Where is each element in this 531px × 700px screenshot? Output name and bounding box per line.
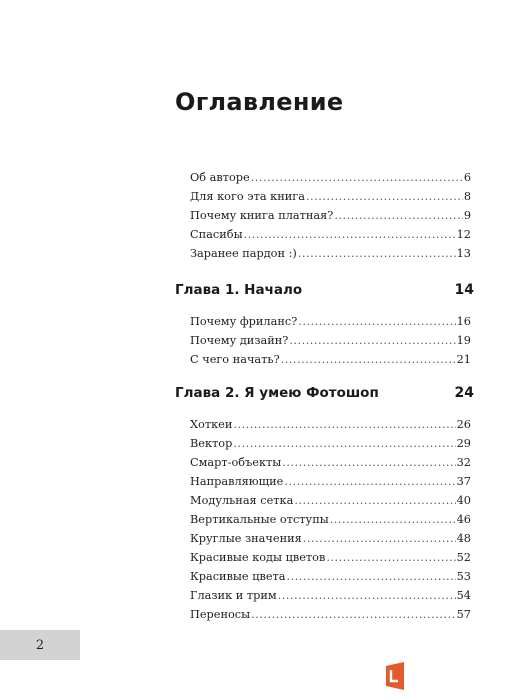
dot-leader [326,550,455,566]
dot-leader [278,588,456,604]
toc-entry-label: Хоткеи [190,418,233,431]
toc-entry[interactable] [190,417,471,433]
toc-entry-page: 9 [463,209,471,222]
toc-entry[interactable] [190,474,471,490]
toc-entry-page: 53 [456,570,471,583]
dot-leader [233,417,455,433]
toc-entry[interactable] [190,455,471,471]
toc-entry-page: 46 [456,513,471,526]
toc-entry[interactable] [190,208,471,224]
toc-entry[interactable] [190,189,471,205]
litres-logo-icon [383,662,407,690]
toc-entry[interactable] [190,352,471,368]
dot-leader [306,189,463,205]
toc-entry-page: 40 [456,494,471,507]
toc-entry-page: 19 [456,334,471,347]
toc-entry-page: 57 [456,608,471,621]
chapter-page: 24 [454,385,474,401]
toc-entry[interactable] [190,531,471,547]
toc-entry-page: 12 [456,228,471,241]
toc-entry-page: 8 [463,190,471,203]
toc-entry-page: 54 [456,589,471,602]
toc-entry-page: 26 [456,418,471,431]
page-title: Оглавление [175,88,344,116]
toc-entry-page: 29 [456,437,471,450]
chapter-title: Глава 2. Я умею Фотошоп [175,385,379,401]
chapter-page: 14 [454,282,474,298]
toc-entry-page: 16 [456,315,471,328]
toc-entry[interactable] [190,493,471,509]
toc-entry[interactable] [190,607,471,623]
toc-entry-page: 32 [456,456,471,469]
toc-entry-label: Переносы [190,608,251,621]
toc-entry-page: 21 [456,353,471,366]
toc-entry-label: Глазик и трим [190,589,277,602]
toc-entry-page: 13 [456,247,471,260]
toc-entry-page: 48 [456,532,471,545]
toc-entry-label: Вектор [190,437,233,450]
toc-entry-page: 37 [456,475,471,488]
toc-entry-label: Почему книга платная? [190,209,334,222]
dot-leader [282,455,455,471]
dot-leader [303,531,456,547]
toc-entry-label: Спасибы [190,228,243,241]
toc-entry[interactable] [190,314,471,330]
dot-leader [244,227,456,243]
toc-entry-label: Об авторе [190,171,250,184]
toc-entry-label: Направляющие [190,475,284,488]
toc-entry-page: 6 [463,171,471,184]
dot-leader [233,436,455,452]
toc-entry[interactable] [190,436,471,452]
toc-entry[interactable] [190,170,471,186]
dot-leader [287,569,456,585]
dot-leader [251,170,463,186]
dot-leader [284,474,455,490]
page-number: 2 [35,637,45,653]
toc-entry-label: С чего начать? [190,353,280,366]
chapter-heading[interactable] [175,282,474,302]
dot-leader [334,208,462,224]
dot-leader [298,314,455,330]
dot-leader [251,607,456,623]
dot-leader [298,246,456,262]
toc-entry[interactable] [190,569,471,585]
toc-entry-label: Круглые значения [190,532,302,545]
dot-leader [294,493,455,509]
toc-entry[interactable] [190,550,471,566]
toc-entry[interactable] [190,333,471,349]
toc-entry-page: 52 [456,551,471,564]
page-number-box [0,630,80,660]
toc-entry[interactable] [190,246,471,262]
toc-entry-label: Почему дизайн? [190,334,289,347]
chapter-title: Глава 1. Начало [175,282,303,298]
toc-entry-label: Почему фриланс? [190,315,298,328]
toc-entry[interactable] [190,588,471,604]
dot-leader [330,512,456,528]
toc-entry-label: Смарт-объекты [190,456,282,469]
toc-entry-label: Красивые цвета [190,570,286,583]
toc-entry[interactable] [190,512,471,528]
toc-entry-label: Красивые коды цветов [190,551,326,564]
dot-leader [289,333,455,349]
toc-entry-label: Вертикальные отступы [190,513,329,526]
toc-entry-label: Модульная сетка [190,494,294,507]
toc-entry[interactable] [190,227,471,243]
toc-entry-label: Заранее пардон :) [190,247,297,260]
dot-leader [281,352,456,368]
chapter-heading[interactable] [175,385,474,405]
toc-entry-label: Для кого эта книга [190,190,305,203]
